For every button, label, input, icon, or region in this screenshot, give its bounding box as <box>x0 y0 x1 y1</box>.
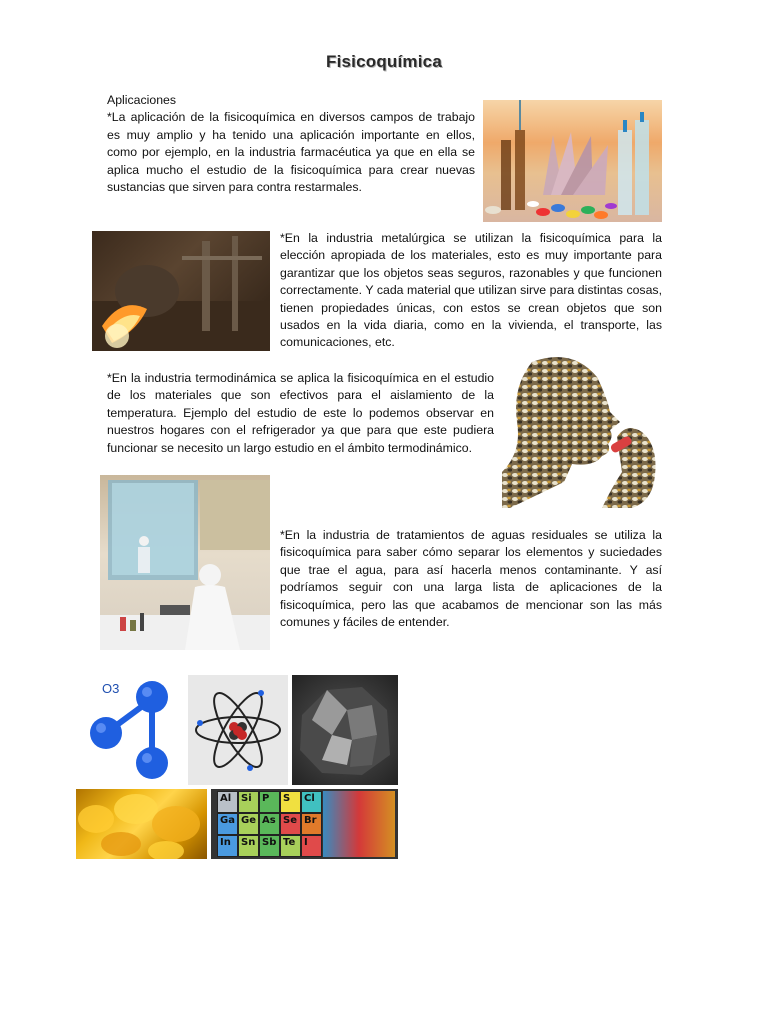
element-cell: Br <box>301 813 322 835</box>
element-cell: P <box>259 791 280 813</box>
element-cell: In <box>217 835 238 857</box>
section-2-text: *En la industria metalúrgica se utilizan la fisicoquímica para la elección apropiada de los materiales, esto es muy importante para garantizar que los objetos seas seguros, razonables y que funcionen correctamente. Y cada material que utilizan sirve para distintas cosas, tienen propiedades únicas, con estos se crean objetos que son usados en la vida diaria, como en la vivienda, el transporte, las comunicaciones, etc. <box>280 231 662 350</box>
pill-head-image <box>502 352 662 508</box>
atom-image <box>188 675 288 785</box>
element-cell: Al <box>217 791 238 813</box>
section-3-paragraph <box>107 370 494 457</box>
element-cell: Ga <box>217 813 238 835</box>
section-2-paragraph <box>280 230 662 352</box>
section-3-text: *En la industria termodinámica se aplica la fisicoquímica en el estudio de los materiales que son efectivos para el aislamiento de la temperatura. Ejemplo del estudio de este lo podemos observar en nuestros hogares con el refrigerador ya que para que este pudiera funcionar se necesito un largo estudio en el ámbito termodinámico. <box>107 371 494 455</box>
metallurgy-image <box>92 231 270 351</box>
periodic-table-extra-columns <box>323 791 395 857</box>
element-cell: Cl <box>301 791 322 813</box>
element-cell: Sb <box>259 835 280 857</box>
sulfur-crystals-image <box>76 789 207 859</box>
element-cell: As <box>259 813 280 835</box>
element-cell: I <box>301 835 322 857</box>
element-cell: Sn <box>238 835 259 857</box>
page-title: Fisicoquímica <box>326 52 442 71</box>
ozone-label: O3 <box>102 681 120 696</box>
metal-ore-image <box>292 675 398 785</box>
section-1-text: *La aplicación de la fisicoquímica en diversos campos de trabajo es muy amplio y ha tenido una aplicación importante en ellos, como por ejemplo, en la industria farmacéutica ya que en ella se aplica mucho el estudio de la fisicoquímica para crear nuevas sustancias que sirven para contra restarmales. <box>107 110 475 195</box>
element-cell: Te <box>280 835 301 857</box>
section-heading: Aplicaciones <box>107 93 177 107</box>
section-4-paragraph <box>280 527 662 631</box>
element-cell: Ge <box>238 813 259 835</box>
element-cell: Se <box>280 813 301 835</box>
section-4-text: *En la industria de tratamientos de aguas residuales se utiliza la fisicoquímica para saber cómo separar los elementos y suciedades que trae el agua, para así hacerla menos contaminante. Y así podríamos seguir con una larga lista de aplicaciones de la fisicoquímica, pero las que acabamos de mencionar son las más comunes y fáciles de entender. <box>280 528 662 630</box>
element-cell: S <box>280 791 301 813</box>
element-cell: Si <box>238 791 259 813</box>
ozone-molecule-image <box>76 675 182 785</box>
periodic-table-image <box>211 789 398 859</box>
laboratory-image <box>100 475 270 650</box>
pharmaceutical-image <box>483 100 662 222</box>
section-1-paragraph <box>107 92 475 196</box>
